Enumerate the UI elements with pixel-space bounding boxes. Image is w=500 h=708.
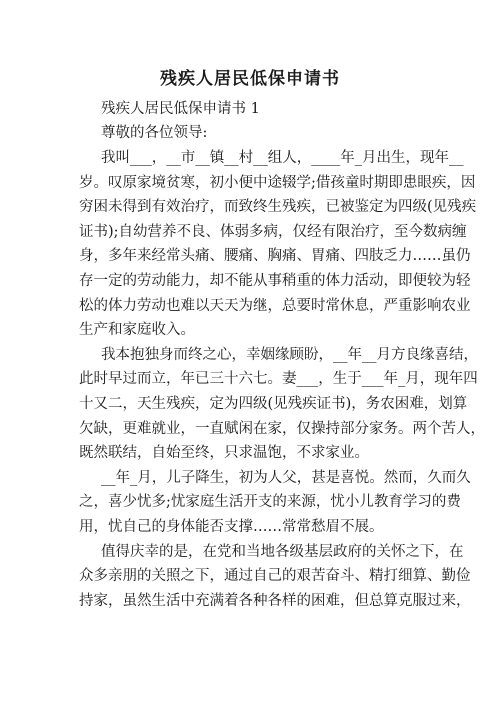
- paragraph-line: 证书);自幼营养不良、体弱多病，仅经有限治疗，至今数病缠: [79, 223, 467, 240]
- document-body: [79, 146, 485, 613]
- paragraph-line: __年_月，儿子降生，初为人父，甚是喜悦。然而，久而久: [101, 469, 471, 486]
- paragraph-line: 欠缺，更难就业，一直赋闲在家，仅操持部分家务。两个苦人，: [79, 420, 485, 437]
- paragraph-line: 众多亲朋的关照之下，通过自己的艰苦奋斗、精打细算、勤俭: [79, 568, 471, 585]
- paragraph-line: 生产和家庭收入。: [79, 322, 195, 339]
- paragraph-line: 岁。叹原家境贫寒，初小便中途辍学;借孩童时期即患眼疾，因: [79, 174, 476, 191]
- paragraph-line: 松的体力劳动也难以天天为继，总要时常休息，严重影响农业: [79, 297, 471, 314]
- paragraph-marriage: [79, 343, 485, 466]
- paragraph-line: 此时早过而立，年已三十六七。妻___，生于___年_月，现年四: [79, 371, 478, 388]
- paragraph-line: 值得庆幸的是，在党和当地各级基层政府的关怀之下，在: [101, 543, 464, 560]
- paragraph-line: 用，忧自己的身体能否支撑……常常愁眉不展。: [79, 518, 384, 535]
- paragraph-son: [79, 466, 471, 540]
- paragraph-fortunate: [79, 540, 471, 614]
- paragraph-line: 我叫___，__市__镇__村__组人，____年_月出生，现年__: [101, 150, 464, 166]
- paragraph-line: 穷困未得到有效治疗，而致终生残疾，已被鉴定为四级(见残疾: [79, 199, 477, 216]
- paragraph-line: 持家，虽然生活中充满着各种各样的困难，但总算克服过来，: [79, 592, 471, 609]
- document-title: 残疾人居民低保申请书: [160, 69, 340, 89]
- document-subtitle: 残疾人居民低保申请书 1: [101, 101, 260, 117]
- paragraph-intro: [79, 146, 477, 343]
- paragraph-line: 身，多年来经常头痛、腰痛、胸痛、胃痛、四肢乏力……虽仍: [79, 248, 471, 265]
- paragraph-line: 既然联结，自始至终，只求温饱，不求家业。: [79, 445, 369, 462]
- paragraph-line: 十又二，天生残疾，定为四级(见残疾证书)，务农困难，划算: [79, 395, 468, 412]
- paragraph-line: 存一定的劳动能力，却不能从事稍重的体力活动，即便较为轻: [79, 272, 471, 289]
- paragraph-line: 之，喜少忧多;忧家庭生活开支的来源，忧小儿教育学习的费: [79, 494, 461, 511]
- paragraph-line: 我本抱独身而终之心，幸姻缘顾盼，__年__月方良缘喜结，: [101, 346, 478, 363]
- salutation: 尊敬的各位领导:: [101, 125, 208, 141]
